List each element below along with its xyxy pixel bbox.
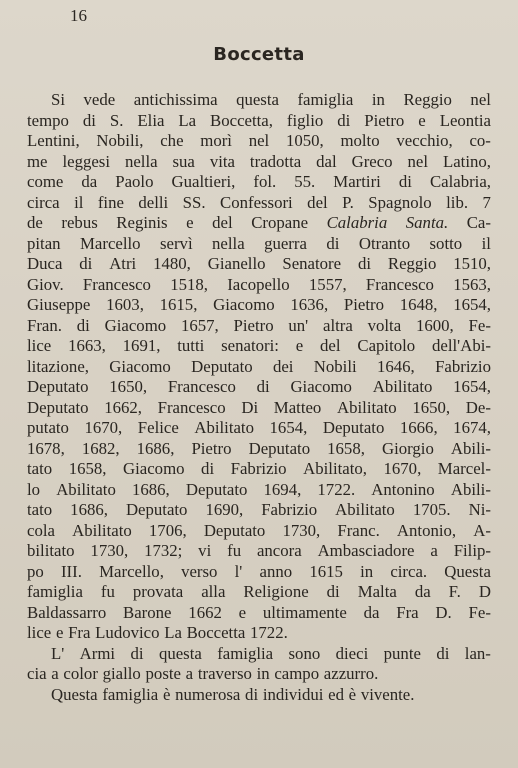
text-line xyxy=(27,316,491,337)
word: è xyxy=(348,684,357,704)
word: Religione xyxy=(243,582,309,601)
word: 1686, xyxy=(70,500,108,519)
word: di xyxy=(130,643,144,663)
word: Confessori xyxy=(220,192,293,212)
text-line xyxy=(27,685,491,706)
word: po xyxy=(27,561,44,581)
word: lice xyxy=(27,623,52,642)
word: Matteo xyxy=(273,397,322,417)
word: sono xyxy=(288,643,321,663)
word: Franc. xyxy=(337,520,380,540)
word: L' xyxy=(51,643,65,663)
page-number: 16 xyxy=(70,6,87,25)
word: Francesco xyxy=(167,377,236,396)
word: molto xyxy=(340,131,380,150)
text-line xyxy=(27,234,491,255)
word: l' xyxy=(234,561,243,581)
word: 1654, xyxy=(453,377,491,396)
word: il xyxy=(74,192,84,212)
word: di xyxy=(436,643,450,663)
word: 1694, xyxy=(263,479,302,499)
word: il xyxy=(481,233,491,253)
word: Paolo xyxy=(115,172,154,191)
word: 1705. xyxy=(412,500,451,519)
word: fine xyxy=(97,192,124,212)
word: Fe- xyxy=(468,315,491,335)
word: 1557, xyxy=(308,274,347,294)
word: tato xyxy=(27,459,53,478)
word: come xyxy=(27,172,64,191)
word: anno xyxy=(259,561,293,581)
word: pitan xyxy=(27,233,61,253)
word: Barone xyxy=(123,602,172,622)
word: in xyxy=(360,561,374,581)
word: Giorgio xyxy=(381,438,434,458)
word: altra xyxy=(323,315,353,335)
word: delli xyxy=(138,192,169,212)
word: tradotta xyxy=(249,151,302,171)
text-line xyxy=(27,172,491,193)
word: e xyxy=(186,213,194,232)
word: Abilitato xyxy=(194,418,254,437)
word: Abilitato xyxy=(72,520,132,540)
word: da xyxy=(81,172,98,191)
word: del xyxy=(320,336,341,355)
word: co- xyxy=(469,131,491,150)
word: lan- xyxy=(464,643,491,663)
page-title: Boccetta xyxy=(213,44,305,65)
word: putato xyxy=(27,418,69,437)
word: Giacomo xyxy=(213,295,275,314)
word: 1670, xyxy=(84,418,123,437)
word: D xyxy=(478,582,491,601)
word: 1730, xyxy=(90,541,129,560)
word: Marcello, xyxy=(99,561,164,581)
word: di xyxy=(398,172,412,191)
word: Fabrizio xyxy=(435,356,491,376)
text-line xyxy=(27,418,491,439)
word: 1615, xyxy=(159,295,198,314)
word: punte xyxy=(383,643,421,663)
word: Fabrizio xyxy=(261,500,318,519)
word: a xyxy=(51,664,59,683)
word: 1518, xyxy=(170,274,208,294)
word: di xyxy=(245,684,259,704)
word: Pietro xyxy=(364,110,405,130)
word: giallo xyxy=(102,664,141,683)
word: Marcel- xyxy=(437,459,491,478)
word: è xyxy=(162,684,171,704)
word: 1674, xyxy=(453,418,491,437)
word: Lentini, xyxy=(27,131,80,150)
word: Latino, xyxy=(442,151,491,171)
word: Leontia xyxy=(439,110,491,130)
word: famiglia xyxy=(297,90,354,109)
text-line xyxy=(27,357,491,378)
word: Fran. xyxy=(27,315,62,335)
word: di xyxy=(79,254,93,273)
word: ed xyxy=(328,684,344,704)
word: figlio xyxy=(286,110,324,130)
word: Filip- xyxy=(453,541,491,560)
word: Antonino xyxy=(371,479,435,499)
word: Deputato xyxy=(125,500,188,519)
word: 1662, xyxy=(104,397,142,417)
word: Giacomo xyxy=(123,459,185,478)
word: III. xyxy=(60,561,82,581)
text-line xyxy=(27,152,491,173)
word: lo xyxy=(27,479,41,499)
text-line xyxy=(27,193,491,214)
word: Atri xyxy=(109,254,137,273)
word: 1654, xyxy=(269,418,308,437)
word: La xyxy=(178,110,197,130)
word: dal xyxy=(316,151,337,171)
word: Francesco xyxy=(157,397,226,417)
word: circa. xyxy=(390,561,428,581)
text-line xyxy=(27,295,491,316)
word: senatori: xyxy=(221,336,279,355)
word: Pietro xyxy=(233,315,274,335)
word: in xyxy=(371,90,385,109)
word: cia xyxy=(27,664,47,683)
word: del xyxy=(307,192,328,212)
word: di xyxy=(201,459,215,478)
word: 1650, xyxy=(109,377,148,396)
word: Fabrizio xyxy=(230,459,287,478)
word: morì xyxy=(200,131,232,150)
word: vi xyxy=(198,541,212,560)
word: vita xyxy=(209,151,235,171)
word: Greco xyxy=(351,151,393,171)
word: 1648, xyxy=(399,295,438,314)
word: Gualtieri, xyxy=(171,172,236,191)
word: sotto xyxy=(429,233,463,253)
word: Abili- xyxy=(450,438,491,458)
word: 1682, xyxy=(81,438,120,458)
word: Reggio xyxy=(387,254,437,273)
word: 1732; xyxy=(144,541,183,560)
word: 1615 xyxy=(309,561,343,581)
word: un' xyxy=(288,315,309,335)
word: 1563, xyxy=(453,274,491,294)
word: A- xyxy=(473,520,491,540)
word: 1650, xyxy=(412,397,451,417)
word: 1686, xyxy=(136,438,175,458)
word: me xyxy=(27,151,48,171)
word: leggesi xyxy=(62,151,110,171)
word: nella xyxy=(124,151,158,171)
word: Fe- xyxy=(468,602,491,622)
word: sua xyxy=(172,151,195,171)
text-line xyxy=(27,623,491,644)
text-line xyxy=(27,500,491,521)
word: tempo xyxy=(27,110,69,130)
word: Armi xyxy=(79,643,116,663)
word: fol. xyxy=(253,172,277,191)
word: Deputato xyxy=(191,356,253,376)
word: rebus xyxy=(61,213,98,232)
word: Santa. xyxy=(405,213,449,232)
word: famiglia xyxy=(102,684,159,704)
word: individui xyxy=(262,684,324,704)
body-text xyxy=(27,90,491,705)
word: da xyxy=(414,582,431,601)
word: nel xyxy=(407,151,429,171)
word: Pietro xyxy=(343,295,384,314)
word: Fra xyxy=(68,623,91,642)
word: Francesco xyxy=(365,274,434,294)
word: Boccetta, xyxy=(210,110,273,130)
text-line xyxy=(27,213,491,234)
word: numerosa xyxy=(175,684,241,704)
word: famiglia xyxy=(27,582,83,601)
word: Gianello xyxy=(207,254,266,273)
word: azzurro. xyxy=(323,664,379,683)
word: vivente. xyxy=(360,684,415,704)
word: 1722. xyxy=(250,623,288,642)
word: Pietro xyxy=(191,438,232,458)
word: D. xyxy=(435,602,452,622)
word: dei xyxy=(272,356,294,376)
word: Baldassarro xyxy=(27,602,107,622)
word: 1706, xyxy=(148,520,187,540)
text-line xyxy=(27,439,491,460)
word: 1654, xyxy=(453,295,491,314)
word: Otranto xyxy=(358,233,411,253)
word: tato xyxy=(27,500,53,519)
text-line xyxy=(27,582,491,603)
word: Deputato xyxy=(322,418,385,437)
word: Abilitato xyxy=(372,377,433,396)
word: 1722. xyxy=(317,479,356,499)
word: Reggio xyxy=(403,90,452,109)
word: verso xyxy=(181,561,218,581)
word: Reginis xyxy=(116,213,168,232)
text-line xyxy=(27,664,491,685)
word: 1666, xyxy=(399,418,438,437)
word: Iacopello xyxy=(227,274,290,294)
word: alla xyxy=(201,582,226,601)
word: antichissima xyxy=(133,90,218,109)
word: Giacomo xyxy=(290,377,352,396)
word: Antonio, xyxy=(396,520,457,540)
word: 1662 xyxy=(188,602,222,622)
word: Abili- xyxy=(450,479,491,499)
word: cola xyxy=(27,520,55,540)
word: de xyxy=(27,213,43,232)
word: e xyxy=(55,623,64,642)
word: lib. xyxy=(446,192,469,212)
word: a xyxy=(430,541,438,560)
word: La xyxy=(164,623,182,642)
word: 1657, xyxy=(180,315,219,335)
word: Nobili, xyxy=(96,131,144,150)
word: ultimamente xyxy=(262,602,347,622)
word: questa xyxy=(158,643,202,663)
word: 1690, xyxy=(205,500,244,519)
word: dieci xyxy=(335,643,369,663)
text-line xyxy=(27,131,491,152)
word: Calabria xyxy=(326,213,388,232)
word: De- xyxy=(465,397,491,417)
word: 1510, xyxy=(453,254,491,273)
word: e xyxy=(418,110,426,130)
word: dell'Abi- xyxy=(432,336,491,355)
word: vecchio, xyxy=(396,131,453,150)
word: da xyxy=(363,602,380,622)
text-line xyxy=(27,254,491,275)
word: 1730, xyxy=(282,520,321,540)
word: di xyxy=(326,233,340,253)
word: 55. xyxy=(294,172,316,191)
word: Giuseppe xyxy=(27,295,91,314)
word: 1686, xyxy=(131,479,170,499)
word: Questa xyxy=(51,684,98,704)
text-line xyxy=(27,377,491,398)
word: Deputato xyxy=(248,438,311,458)
word: di xyxy=(357,254,372,273)
word: tutti xyxy=(177,336,205,355)
word: Giov. xyxy=(27,274,64,294)
word: ancora xyxy=(256,541,302,560)
word: Si xyxy=(51,90,65,109)
word: Giacomo xyxy=(104,315,167,335)
word: bilitato xyxy=(27,541,75,560)
text-line xyxy=(27,603,491,624)
word: Giacomo xyxy=(109,356,171,376)
word: di xyxy=(82,110,96,130)
word: Senatore xyxy=(282,254,342,273)
word: Abilitato, xyxy=(303,459,367,478)
text-line xyxy=(27,541,491,562)
word: che xyxy=(160,131,184,150)
word: nel xyxy=(470,90,491,109)
word: lice xyxy=(27,336,52,355)
word: P. xyxy=(342,192,354,212)
word: in xyxy=(256,664,270,683)
text-line xyxy=(27,562,491,583)
word: 1636, xyxy=(290,295,329,314)
text-line xyxy=(27,90,491,111)
word: guerra xyxy=(264,233,307,253)
text-line xyxy=(27,398,491,419)
word: Calabria, xyxy=(429,172,491,191)
word: Malta xyxy=(357,582,397,601)
text-line xyxy=(27,459,491,480)
word: 1480, xyxy=(153,254,191,273)
word: Deputato xyxy=(203,520,266,540)
word: Deputato xyxy=(27,397,89,417)
word: 1658, xyxy=(68,459,107,478)
word: 1646, xyxy=(376,356,415,376)
word: Spagnolo xyxy=(368,192,432,212)
word: 1663, xyxy=(68,336,106,355)
word: circa xyxy=(27,192,60,212)
word: Capitolo xyxy=(357,336,416,355)
word: del xyxy=(212,213,233,232)
text-line xyxy=(27,480,491,501)
word: Questa xyxy=(444,561,491,581)
word: color xyxy=(63,664,98,683)
word: fu xyxy=(227,541,242,560)
word: Boccetta xyxy=(186,623,246,642)
word: 1603, xyxy=(106,295,144,314)
word: Francesco xyxy=(82,274,151,294)
word: fu xyxy=(100,582,115,601)
word: Nobili xyxy=(313,356,357,376)
word: questa xyxy=(236,90,279,109)
word: litazione, xyxy=(27,356,89,376)
word: vede xyxy=(83,90,116,109)
word: Ni- xyxy=(468,500,491,519)
text-line xyxy=(27,275,491,296)
word: 7 xyxy=(482,192,491,212)
word: nella xyxy=(212,233,245,253)
word: traverso xyxy=(197,664,252,683)
word: servì xyxy=(159,233,193,253)
text-line xyxy=(27,336,491,357)
word: SS. xyxy=(182,192,206,212)
text-line xyxy=(27,111,491,132)
word: Deputato xyxy=(185,479,248,499)
word: Ludovico xyxy=(95,623,160,642)
word: 1658, xyxy=(327,438,365,458)
word: Di xyxy=(241,397,259,417)
word: provata xyxy=(132,582,184,601)
word: 1600, xyxy=(415,315,454,335)
word: famiglia xyxy=(217,643,274,663)
word: 1678, xyxy=(27,438,65,458)
word: 1670, xyxy=(383,459,422,478)
word: Abilitato xyxy=(337,397,397,417)
word: Deputato xyxy=(27,377,89,396)
word: campo xyxy=(274,664,320,683)
word: Abilitato xyxy=(335,500,395,519)
text-line xyxy=(27,521,491,542)
word: 1050, xyxy=(285,131,324,150)
word: Cropane xyxy=(251,213,309,232)
word: Duca xyxy=(27,254,63,273)
word: poste xyxy=(145,664,181,683)
word: e xyxy=(295,336,304,355)
word: Ca- xyxy=(466,213,491,232)
word: S. xyxy=(109,110,124,130)
word: volta xyxy=(367,315,402,335)
word: di xyxy=(76,315,90,335)
word: a xyxy=(185,664,194,683)
word: di xyxy=(337,110,351,130)
word: F. xyxy=(448,582,461,601)
word: 1691, xyxy=(122,336,161,355)
word: Felice xyxy=(137,418,179,437)
word: Marcello xyxy=(79,233,141,253)
word: Martiri xyxy=(333,172,381,191)
text-line xyxy=(27,644,491,665)
word: di xyxy=(326,582,340,601)
word: Elia xyxy=(137,110,165,130)
word: di xyxy=(256,377,270,396)
word: e xyxy=(238,602,247,622)
word: Abilitato xyxy=(56,479,116,499)
word: Fra xyxy=(396,602,419,622)
word: Ambasciadore xyxy=(317,541,415,560)
word: nel xyxy=(248,131,270,150)
